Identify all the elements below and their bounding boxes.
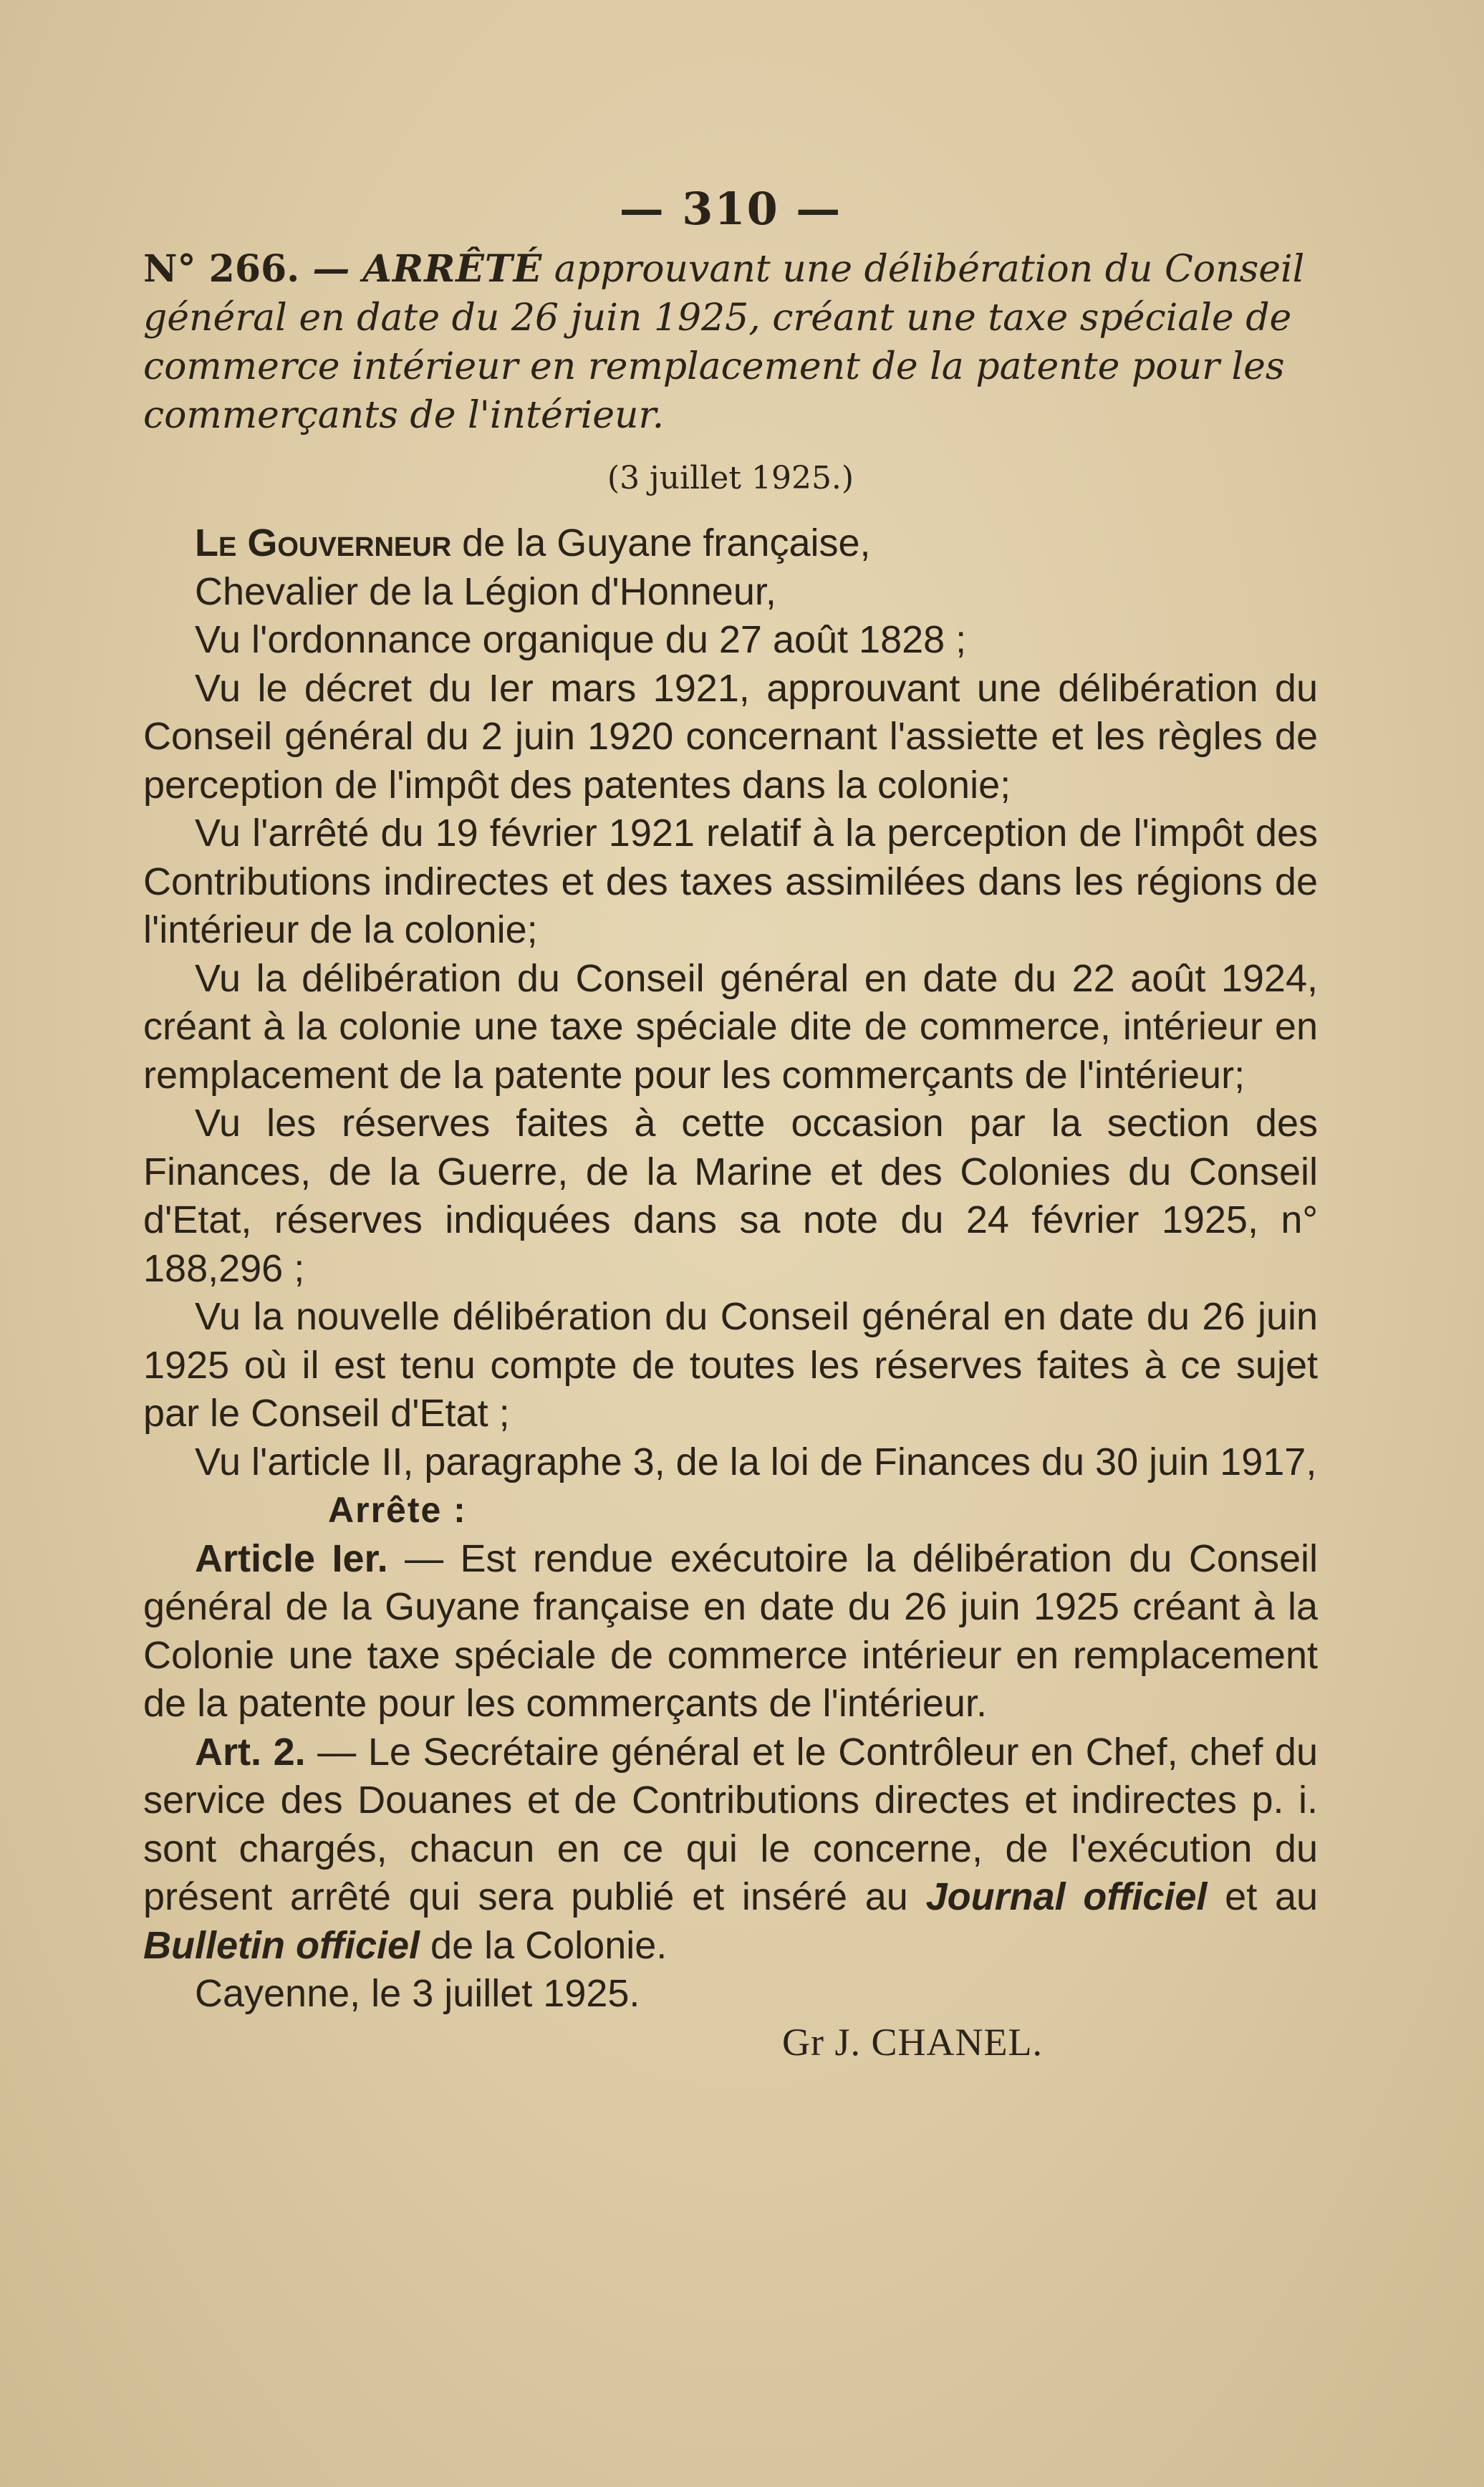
bulletin-officiel: Bulletin officiel — [143, 1923, 420, 1967]
heading-description: approuvant une délibération du Conseil général en date du 26 juin 1925, créant une taxe spéciale de commerce intérieur en remplacement de la patente pour les commerçants de l'intérieur. — [143, 248, 1305, 437]
document-content — [143, 183, 1318, 2067]
journal-officiel: Journal officiel — [925, 1875, 1208, 1918]
governor-title: Le Gouverneur — [195, 521, 452, 564]
governor-line — [143, 519, 1318, 568]
article-1-label: Article Ier. — [195, 1536, 388, 1580]
heading-dash: — — [299, 247, 363, 291]
vu-paragraph-7: Vu l'article II, paragraphe 3, de la loi de Finances du 30 juin 1917, — [195, 1440, 1317, 1483]
decree-date: (3 juillet 1925.) — [607, 460, 854, 496]
heading-arrete-word: ARRÊTÉ — [362, 247, 543, 291]
governor-title-rest: de la Guyane française, — [451, 521, 871, 564]
article-2-label: Art. 2. — [195, 1730, 306, 1774]
article-1-text: — Est rendue exécutoire la délibération du Conseil général de la Guyane française en date du 26 juin 1925 créant à la Colonie une taxe spéciale de commerce intérieur en remplacement de la patente pour les commerçants de l'intérieur. — [143, 1536, 1319, 1725]
arrete-label: Arrête : — [328, 1490, 467, 1530]
vu-paragraph-1: Vu l'ordonnance organique du 27 août 1828 ; — [195, 618, 967, 661]
place-date-line: Cayenne, le 3 juillet 1925. — [195, 1972, 640, 2015]
page-number: — 310 — — [619, 183, 842, 235]
article-1 — [143, 1535, 1318, 1728]
article-2-text-mid: et au — [1207, 1875, 1319, 1918]
article-2-text-after: de la Colonie. — [420, 1923, 668, 1967]
vu-paragraph-4: Vu la délibération du Conseil général en date du 22 août 1924, créant à la colonie une taxe spéciale dite de commerce, intérieur en remplacement de la patente pour les commerçants de l'intérieur; — [143, 956, 1318, 1097]
article-2 — [143, 1728, 1318, 1971]
vu-paragraph-2: Vu le décret du Ier mars 1921, approuvant une délibération du Conseil général du 2 juin 1920 concernant l'assiette et les règles de perception de l'impôt des patentes dans la colonie; — [143, 666, 1318, 807]
vu-paragraph-3: Vu l'arrêté du 19 février 1921 relatif à la perception de l'impôt des Contributions indirectes et des taxes assimilées dans les régions de l'intérieur de la colonie; — [143, 812, 1318, 951]
vu-paragraph-5: Vu les réserves faites à cette occasion par la section des Finances, de la Guerre, de la Marine et des Colonies du Conseil d'Etat, réserves indiquées dans sa note du 24 février 1925, n° 188,296 ; — [143, 1102, 1318, 1290]
vu-paragraph-6: Vu la nouvelle délibération du Conseil général en date du 26 juin 1925 où il est tenu compte de toutes les réserves faites à ce sujet par le Conseil d'Etat ; — [143, 1295, 1318, 1435]
article-2-text-before: — Le Secrétaire général et le Contrôleur en Chef, chef du service des Douanes et de Contributions directes et indirectes p. i. sont chargés, chacun en ce qui le concerne, de l'exécution du présent arrêté qui sera publié et inséré au — [143, 1730, 1318, 1918]
decree-number: N° 266. — [143, 247, 300, 291]
chevalier-line: Chevalier de la Légion d'Honneur, — [195, 569, 776, 613]
decree-heading — [143, 245, 1318, 440]
signature: Gr J. CHANEL. — [782, 2020, 1043, 2064]
